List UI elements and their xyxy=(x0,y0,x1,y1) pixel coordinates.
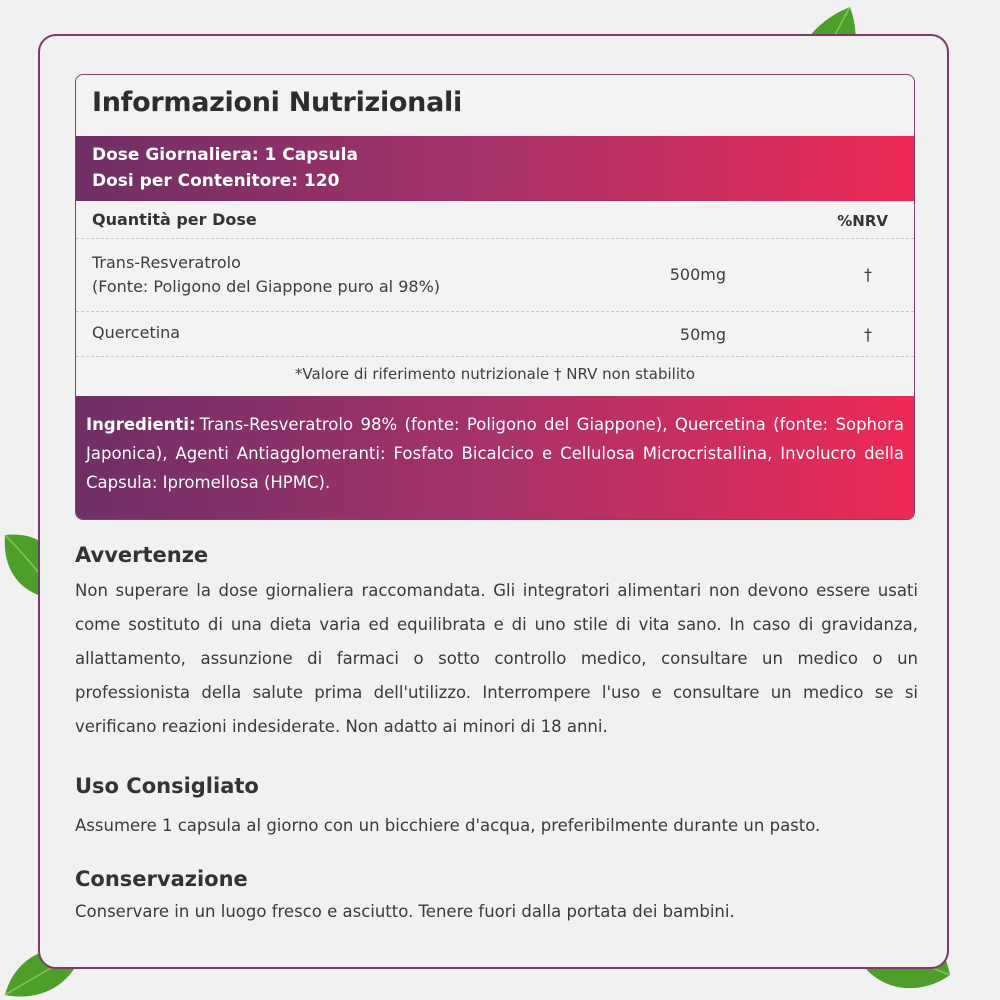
nutrient-nrv: † xyxy=(864,325,872,344)
doses-per-container: Dosi per Contenitore: 120 xyxy=(92,171,340,191)
nutrient-nrv: † xyxy=(864,265,872,284)
header-quantity: Quantità per Dose xyxy=(92,210,257,229)
storage-body: Conservare in un luogo fresco e asciutto. Tenere fuori dalla portata dei bambini. xyxy=(75,902,735,921)
usage-title: Uso Consigliato xyxy=(75,774,259,798)
nutrient-amount: 50mg xyxy=(679,325,726,344)
table-row xyxy=(76,312,914,357)
nutrient-name: Trans-Resveratrolo xyxy=(92,253,241,272)
nutrient-source: (Fonte: Poligono del Giappone puro al 98%) xyxy=(92,277,441,296)
table-footnote: *Valore di riferimento nutrizionale † NRV non stabilito xyxy=(294,365,696,383)
usage-body: Assumere 1 capsula al giorno con un bicchiere d'acqua, preferibilmente durante un pasto. xyxy=(75,816,821,835)
ingredients-label: Ingredienti: xyxy=(86,415,196,434)
nutrition-panel xyxy=(75,74,915,520)
row-name xyxy=(92,251,440,299)
nutrient-name: Quercetina xyxy=(92,323,181,342)
panel-title: Informazioni Nutrizionali xyxy=(92,87,462,118)
warnings-body: Non superare la dose giornaliera raccomandata. Gli integratori alimentari non devono essere usati come sostituto di una dieta varia ed equilibrata e di uno stile di vita sano. In caso di gravidanza, allattamento, assunzione di farmaci o sotto controllo medico, consultare un medico o un professionista della salute prima dell'utilizzo. Interrompere l'uso e consultare un medico se si verificano reazioni indesiderate. Non adatto ai minori di 18 anni. xyxy=(75,581,918,736)
daily-dose: Dose Giornaliera: 1 Capsula xyxy=(92,145,358,165)
table-row xyxy=(76,239,914,312)
ingredients-band xyxy=(76,396,914,520)
table-header xyxy=(76,201,914,239)
storage-title: Conservazione xyxy=(75,867,248,891)
ingredients-text: Trans-Resveratrolo 98% (fonte: Poligono del Giappone), Quercetina (fonte: Sophora Japonica), Agenti Antiagglomeranti: Fosfato Bicalcico e Cellulosa Microcristallina, Involucro della Capsula: Ipromellosa (HPMC). xyxy=(86,415,904,492)
header-nrv: %NRV xyxy=(837,212,888,230)
warnings-title: Avvertenze xyxy=(75,543,209,567)
nutrient-amount: 500mg xyxy=(669,265,726,284)
